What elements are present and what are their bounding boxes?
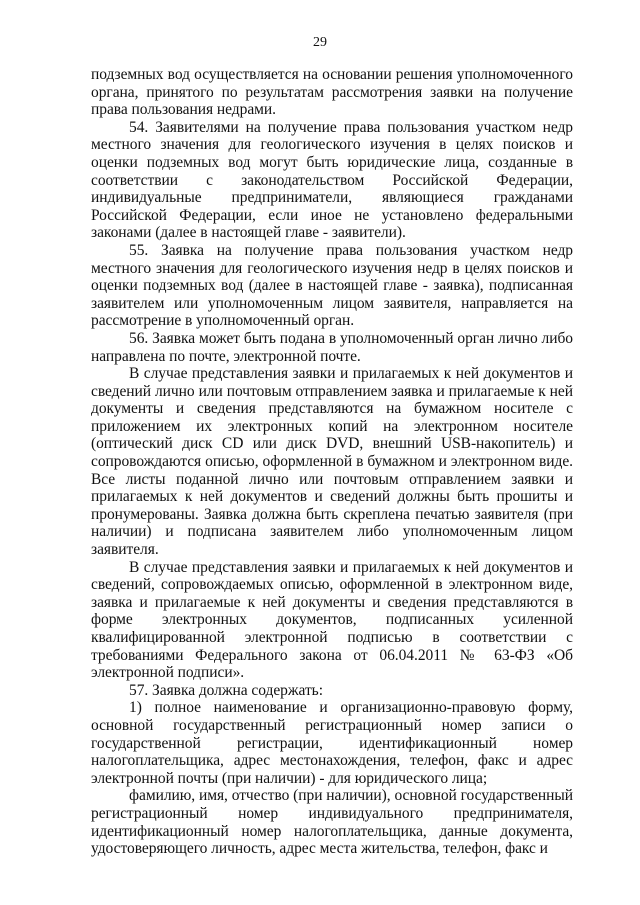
paragraph-55: 55. Заявка на получение права пользования участком недр местного значения для геологического изучения недр в целях поисков и оценки подземных вод (далее в настоящей главе - заявка), подписанная заявителем или уполномоченным лицом заявителя, направляется на рассмотрение в уполномоченный орган. [91,241,573,330]
paragraph-57: 57. Заявка должна содержать: [129,681,323,699]
paragraph-56-electronic-submission: В случае представления заявки и прилагаемых к ней документов и сведений, сопровождаемых описью, оформленной в электронном виде, заявка и прилагаемые к ней документы и сведения представляются в форме электронных документов, подписанных усиленной квалифицированной электронной подписью в соответствии с требованиями Федерального закона от 06.04.2011 № 63-ФЗ «Об электронной подписи». [91,558,573,682]
paragraph-54: 54. Заявителями на получение права пользования участком недр местного значения для геологического изучения в целях поисков и оценки подземных вод могут быть юридические лица, созданные в соответствии с законодательством Российской Федерации, индивидуальные предприниматели, являющиеся гражданами Российской Федерации, если иное не установлено федеральными законами (далее в настоящей главе - заявители). [91,118,573,242]
paragraph-continuation: подземных вод осуществляется на основании решения уполномоченного органа, принятого по результатам рассмотрения заявки на получение права пользования недрами. [91,66,573,119]
paragraph-57-item-1: 1) полное наименование и организационно-правовую форму, основной государственный регистрационный номер записи о государственной регистрации, идентификационный номер налогоплательщика, адрес местонахождения, телефон, факс и адрес электронной почты (при наличии) - для юридического лица; [91,699,573,787]
document-body [91,66,573,858]
paragraph-56: 56. Заявка может быть подана в уполномоченный орган лично либо направлена по почте, электронной почте. [91,329,573,365]
paragraph-57-item-1-individual: фамилию, имя, отчество (при наличии), основной государственный регистрационный номер индивидуального предпринимателя, идентификационный номер налогоплательщика, данные документа, удостоверяющего личность, адрес места жительства, телефон, факс и [91,787,573,858]
page-number: 29 [313,35,327,50]
paragraph-56-paper-submission: В случае представления заявки и прилагаемых к ней документов и сведений лично или почтовым отправлением заявка и прилагаемые к ней документы и сведения представляются на бумажном носителе с приложением их электронных копий на электронном носителе (оптический диск CD или диск DVD, внешний USB-накопитель) и сопровождаются описью, оформленной в бумажном и электронном виде. Все листы поданной лично или почтовым отправлением заявки и прилагаемых к ней документов и сведений должны быть прошиты и пронумерованы. Заявка должна быть скреплена печатью заявителя (при наличии) и подписана заявителем либо уполномоченным лицом заявителя. [91,365,573,559]
